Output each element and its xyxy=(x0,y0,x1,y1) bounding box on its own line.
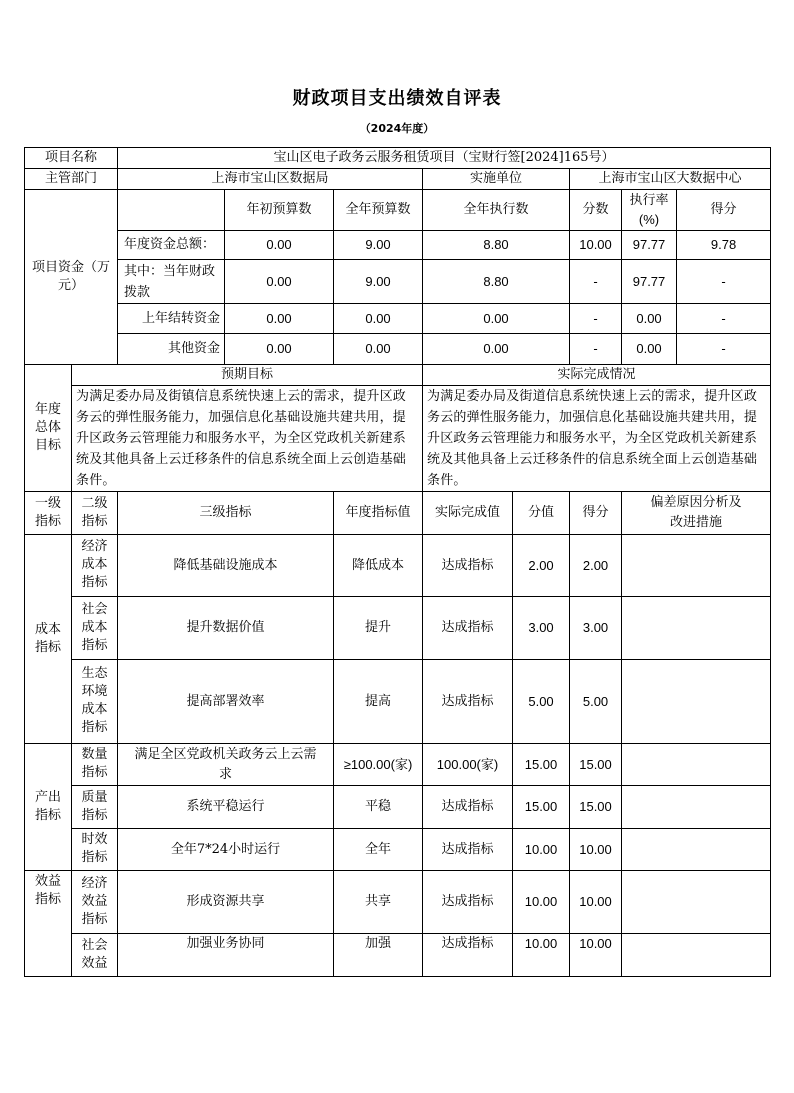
funds-row-name: 年度资金总额： xyxy=(118,231,225,260)
department-row xyxy=(25,169,771,190)
funds-row-name: 其他资金 xyxy=(118,334,225,365)
funds-header: 得分 xyxy=(677,190,771,231)
funds-cell: 0.00 xyxy=(225,231,334,260)
indicator-l2-text: 社会效益 xyxy=(81,937,108,971)
indicator-got: 5.00 xyxy=(570,660,622,744)
funds-cell: 0.00 xyxy=(334,304,423,334)
evaluation-table xyxy=(24,147,771,977)
header-score: 分值 xyxy=(513,492,570,535)
indicator-l2 xyxy=(72,871,118,934)
indicator-target: 提升 xyxy=(334,597,423,660)
indicator-score: 3.00 xyxy=(513,597,570,660)
indicator-actual: 达成指标 xyxy=(423,597,513,660)
indicator-l2-text: 时效指标 xyxy=(81,832,108,865)
indicator-row xyxy=(25,829,771,871)
group-cost xyxy=(25,535,72,744)
goals-label-text: 年度总体目标 xyxy=(34,401,61,453)
funds-row-name: 其中：当年财政拨款 xyxy=(118,260,225,304)
funds-header: 分数 xyxy=(570,190,622,231)
report-year: （2024年度） xyxy=(359,122,435,135)
funds-cell: 9.00 xyxy=(334,231,423,260)
funds-cell: 97.77 xyxy=(622,260,677,304)
indicator-l3: 降低基础设施成本 xyxy=(118,535,334,597)
indicator-analysis xyxy=(622,829,771,871)
header-analysis xyxy=(622,492,771,535)
indicator-actual: 达成指标 xyxy=(423,829,513,871)
indicator-target: 共享 xyxy=(334,871,423,934)
funds-cell: 10.00 xyxy=(570,231,622,260)
indicator-score: 10.00 xyxy=(513,871,570,934)
funds-header-row xyxy=(25,190,771,231)
group-name: 效益指标 xyxy=(34,874,61,907)
indicator-score: 15.00 xyxy=(513,786,570,829)
header-target: 年度指标值 xyxy=(334,492,423,535)
indicator-l2 xyxy=(72,786,118,829)
indicator-l2 xyxy=(72,829,118,871)
indicator-header-row xyxy=(25,492,771,535)
funds-cell: 8.80 xyxy=(423,231,570,260)
funds-row xyxy=(25,334,771,365)
indicator-row xyxy=(25,934,771,977)
funds-cell: 0.00 xyxy=(334,334,423,365)
indicator-l3: 形成资源共享 xyxy=(118,871,334,934)
indicator-got: 15.00 xyxy=(570,744,622,786)
indicator-analysis xyxy=(622,786,771,829)
indicator-l3 xyxy=(118,744,334,786)
page-title: 财政项目支出绩效自评表 xyxy=(292,88,502,109)
goals-content-row xyxy=(25,386,771,492)
project-name: 宝山区电子政务云服务租赁项目（宝财行签[2024]165号） xyxy=(118,148,771,169)
indicator-actual: 达成指标 xyxy=(423,660,513,744)
indicator-row xyxy=(25,597,771,660)
indicator-score: 15.00 xyxy=(513,744,570,786)
funds-cell: - xyxy=(677,334,771,365)
indicator-analysis xyxy=(622,660,771,744)
indicator-l2 xyxy=(72,597,118,660)
indicator-row xyxy=(25,660,771,744)
funds-header: 全年预算数 xyxy=(334,190,423,231)
header-level1 xyxy=(25,492,72,535)
department-label: 主管部门 xyxy=(25,169,118,190)
indicator-actual: 达成指标 xyxy=(423,871,513,934)
group-output xyxy=(25,744,72,871)
indicator-l2-text: 生态环境成本指标 xyxy=(81,666,108,735)
funds-cell: 9.00 xyxy=(334,260,423,304)
funds-label-text: 项目资金（万元） xyxy=(32,259,111,293)
indicator-got: 10.00 xyxy=(570,829,622,871)
indicator-analysis xyxy=(622,934,771,977)
indicator-l2-text: 经济成本指标 xyxy=(81,539,108,590)
header-got: 得分 xyxy=(570,492,622,535)
funds-row xyxy=(25,260,771,304)
funds-cell: 9.78 xyxy=(677,231,771,260)
indicator-target: 加强 xyxy=(334,934,423,977)
header-level2 xyxy=(72,492,118,535)
goals-header-row xyxy=(25,365,771,386)
indicator-got: 15.00 xyxy=(570,786,622,829)
indicator-l2-text: 社会成本指标 xyxy=(81,601,108,653)
funds-cell: 97.77 xyxy=(622,231,677,260)
indicator-l2 xyxy=(72,535,118,597)
header-level3: 三级指标 xyxy=(118,492,334,535)
department-value: 上海市宝山区数据局 xyxy=(118,169,423,190)
indicator-l3: 加强业务协同 xyxy=(118,934,334,977)
indicator-l2 xyxy=(72,934,118,977)
indicator-target: 提高 xyxy=(334,660,423,744)
indicator-row xyxy=(25,744,771,786)
indicator-row xyxy=(25,786,771,829)
funds-label xyxy=(25,190,118,365)
indicator-row xyxy=(25,535,771,597)
group-benefit xyxy=(25,871,72,977)
funds-cell: - xyxy=(677,304,771,334)
funds-row xyxy=(25,304,771,334)
implementing-unit-value: 上海市宝山区大数据中心 xyxy=(570,169,771,190)
funds-cell: - xyxy=(570,304,622,334)
header-actual: 实际完成值 xyxy=(423,492,513,535)
header-level2-text: 二级指标 xyxy=(81,495,108,529)
indicator-got: 10.00 xyxy=(570,871,622,934)
indicator-analysis xyxy=(622,871,771,934)
funds-cell: 0.00 xyxy=(622,304,677,334)
indicator-l2-text: 质量指标 xyxy=(81,789,108,823)
indicator-analysis xyxy=(622,744,771,786)
goals-actual-text: 为满足委办局及街道信息系统快速上云的需求，提升区政务云的弹性服务能力，加强信息化基础设施共建共用，提升区政务云管理能力和服务水平，为全区党政机关新建系统及其他具备上云迁移条件的信息系统全面上云创造基础条件。 xyxy=(423,386,771,492)
funds-header: 执行率(%) xyxy=(622,190,677,231)
funds-header: 全年执行数 xyxy=(423,190,570,231)
goals-actual-header: 实际完成情况 xyxy=(423,365,771,386)
indicator-score: 2.00 xyxy=(513,535,570,597)
indicator-target: 平稳 xyxy=(334,786,423,829)
funds-header-blank xyxy=(118,190,225,231)
funds-cell: 0.00 xyxy=(225,260,334,304)
goals-label xyxy=(25,365,72,492)
funds-header: 年初预算数 xyxy=(225,190,334,231)
indicator-actual: 100.00(家) xyxy=(423,744,513,786)
group-name: 成本指标 xyxy=(34,621,61,655)
group-name: 产出指标 xyxy=(34,789,61,823)
indicator-actual: 达成指标 xyxy=(423,786,513,829)
funds-cell: 0.00 xyxy=(225,304,334,334)
indicator-l3: 全年7*24小时运行 xyxy=(118,829,334,871)
funds-cell: - xyxy=(570,334,622,365)
funds-cell: 8.80 xyxy=(423,260,570,304)
goals-expected-text: 为满足委办局及街镇信息系统快速上云的需求，提升区政务云的弹性服务能力，加强信息化基础设施共建共用，提升区政务云管理能力和服务水平，为全区党政机关新建系统及其他具备上云迁移条件的信息系统全面上云创造基础条件。 xyxy=(72,386,423,492)
indicator-got: 3.00 xyxy=(570,597,622,660)
header-analysis-text: 偏差原因分析及改进措施 xyxy=(650,495,742,530)
project-name-row xyxy=(25,148,771,169)
funds-cell: - xyxy=(570,260,622,304)
indicator-score: 10.00 xyxy=(513,934,570,977)
indicator-actual: 达成指标 xyxy=(423,934,513,977)
implementing-unit-label: 实施单位 xyxy=(423,169,570,190)
goals-expected-header: 预期目标 xyxy=(72,365,423,386)
funds-cell: 0.00 xyxy=(622,334,677,365)
indicator-analysis xyxy=(622,535,771,597)
indicator-target: 降低成本 xyxy=(334,535,423,597)
indicator-analysis xyxy=(622,597,771,660)
indicator-score: 10.00 xyxy=(513,829,570,871)
indicator-l2-text: 数量指标 xyxy=(81,747,108,780)
indicator-actual: 达成指标 xyxy=(423,535,513,597)
indicator-score: 5.00 xyxy=(513,660,570,744)
indicator-l2 xyxy=(72,744,118,786)
funds-row xyxy=(25,231,771,260)
funds-cell: 0.00 xyxy=(423,334,570,365)
project-name-label: 项目名称 xyxy=(25,148,118,169)
indicator-row xyxy=(25,871,771,934)
header-level1-text: 一级指标 xyxy=(34,495,61,529)
indicator-l3-text: 满足全区党政机关政务云上云需求 xyxy=(134,746,317,782)
indicator-l2 xyxy=(72,660,118,744)
indicator-l3: 系统平稳运行 xyxy=(118,786,334,829)
indicator-l3: 提高部署效率 xyxy=(118,660,334,744)
funds-cell: 0.00 xyxy=(225,334,334,365)
indicator-got: 10.00 xyxy=(570,934,622,977)
indicator-l3: 提升数据价值 xyxy=(118,597,334,660)
funds-row-name: 上年结转资金 xyxy=(118,304,225,334)
indicator-l2-text: 经济效益指标 xyxy=(81,875,108,927)
indicator-target: ≥100.00(家) xyxy=(334,744,423,786)
funds-cell: 0.00 xyxy=(423,304,570,334)
funds-cell: - xyxy=(677,260,771,304)
indicator-got: 2.00 xyxy=(570,535,622,597)
indicator-target: 全年 xyxy=(334,829,423,871)
